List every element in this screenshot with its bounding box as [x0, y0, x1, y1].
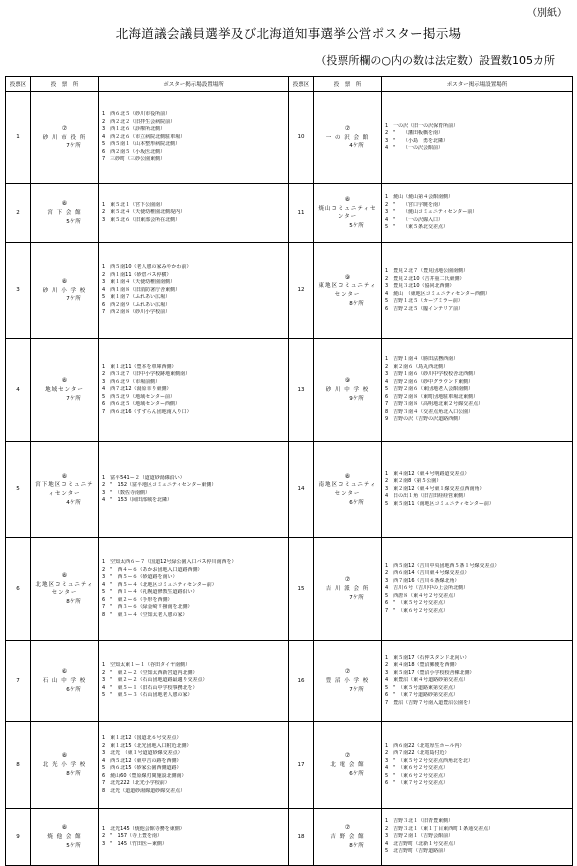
location-item: 5 " 東５ー３（石山団地老人憩の家）: [102, 692, 193, 699]
board-count: 8ケ所: [66, 770, 81, 777]
poster-locations: [382, 722, 573, 809]
location-item: 1 豊見２北７（豊見団地公園南側）: [385, 268, 469, 274]
location-item: 3 東５北６（旧東部会所在北側）: [102, 216, 181, 223]
board-count: 6ケ所: [66, 686, 81, 693]
legal-count-badge: ⑦: [344, 576, 351, 584]
attachment-note: （別紙）: [527, 8, 567, 19]
location-item: 5 西５南１（山本整形病院北側）: [102, 141, 181, 148]
location-item: 1 焼山（焼山第４会館南側）: [385, 194, 454, 201]
polling-place-name: 一 の 沢 会 館: [325, 134, 370, 141]
legal-count-badge: ⑧: [61, 752, 68, 760]
board-count: 7ケ所: [66, 143, 81, 150]
legal-count-badge: ⑧: [61, 472, 68, 480]
district-number: 16: [289, 641, 314, 722]
board-count: 4ケ所: [66, 499, 81, 506]
legal-count-badge: ⑧: [61, 824, 68, 832]
column-header: 投 票 所: [31, 77, 99, 92]
poster-locations: [382, 243, 573, 339]
location-item: 2 " 157（寺上豊を南）: [102, 833, 163, 840]
location-item: 1 西５南12（吉川中央団地西５条１号線交差点）: [385, 562, 500, 569]
location-item: 5 西６北15（砂家公園西側道路）: [102, 765, 182, 771]
location-item: 2 西２北２（旧拝生会病院前）: [102, 118, 176, 125]
location-item: 2 " 152（富平地区コミュニティセンター東側）: [102, 482, 217, 488]
polling-place: [314, 722, 382, 809]
poster-locations: [99, 538, 289, 641]
board-count: 6ケ所: [349, 499, 364, 506]
location-item: 5 " （東５条北交差点）: [385, 224, 448, 231]
polling-place-name: 焼山コミュニティセンター: [318, 205, 377, 221]
board-count: 9ケ所: [349, 395, 364, 402]
location-item: 1 空知太東１ー１（谷田タイヤ南側）: [102, 662, 191, 669]
board-count: 4ケ所: [349, 143, 364, 150]
polling-place-name: 焼 他 会 館: [47, 834, 82, 840]
location-item: 7 " 西３ー６（緑金崎リ撥南を北側）: [102, 604, 193, 610]
location-item: 8 北光（道道砂湯線道砂線交差点）: [102, 787, 186, 794]
location-item: 6 " （東７号道路砂第交差点）: [385, 692, 458, 699]
location-item: 4 " 153（岡田部城を北隣）: [102, 497, 173, 503]
location-item: 6 " 東２ー６（手形を西側）: [102, 596, 173, 603]
polling-place: [31, 641, 99, 722]
legal-count-badge: ⑧: [61, 277, 68, 285]
location-item: 1 北光145（焼他会館寺務を東側）: [102, 825, 185, 832]
poster-locations: [99, 184, 289, 243]
page-title: 北海道議会議員選挙及び北海道知事選挙公営ポスター掲示場: [115, 26, 462, 41]
polling-place-name: 東地区コミュニティセンター: [318, 283, 377, 298]
board-count: 7ケ所: [66, 296, 81, 303]
page-subtitle: （投票所欄の○内の数は法定数）設置数105カ所: [315, 54, 555, 67]
location-item: 2 西７南22（北電島付近）: [385, 750, 450, 756]
location-item: 2 吉野３北１（東１丁目東西町１条通交差点）: [385, 825, 494, 832]
location-item: 2 西１南11（砂倉バス停横）: [102, 271, 172, 278]
board-count: 8ケ所: [349, 842, 364, 849]
location-item: 5 西唐８（東４号２号交差点）: [385, 592, 459, 599]
location-item: 6 西６北５（地域センター西側）: [102, 401, 180, 408]
table-header-row: [6, 77, 573, 92]
location-item: 4 日の出１角（旧吉田経経営東側）: [385, 493, 469, 500]
location-item: 3 東１南４（天使幼稚園南側）: [102, 279, 176, 286]
legal-count-badge: ⑧: [61, 200, 68, 208]
location-item: 3 " （焼山コミュニティセンター前）: [385, 209, 478, 216]
polling-place-name: 豊 沼 小 学 校: [325, 678, 370, 684]
polling-place: [31, 184, 99, 243]
polling-place-name: 北 電 会 館: [330, 762, 365, 768]
location-item: 6 吉野２南８（東町団地駐車場北東側）: [385, 393, 479, 400]
district-number: 11: [289, 184, 314, 243]
location-item: 3 吉野１南６（砂川中学校校舎北西側）: [385, 371, 479, 378]
location-item: 3 " （数佐寺南側）: [102, 489, 150, 496]
poster-locations: [382, 641, 573, 722]
location-item: 3 東５南17（豊沼小学校校舎棟北側）: [385, 669, 475, 676]
location-item: 4 西２北６（市立病院北側駐車場）: [102, 133, 186, 140]
district-number: 7: [6, 641, 31, 722]
polling-place: [314, 339, 382, 442]
table-row: [6, 339, 573, 442]
polling-place: [31, 339, 99, 442]
polling-place: [31, 722, 99, 809]
polling-place: [314, 538, 382, 641]
location-item: 1 富平541ー２（道道砂湯線沿い）: [102, 474, 185, 481]
location-item: 4 北吉野町（北新１号交差点）: [385, 840, 459, 847]
location-item: 4 西５北12（東中吉の跡を西側）: [102, 757, 182, 764]
location-item: 4 西１南８（旧消防署庁舎東側）: [102, 286, 181, 293]
polling-place-name: 砂 川 小 学 校: [42, 287, 87, 294]
polling-place: [31, 538, 99, 641]
location-item: 5 東１南７（ふれあい広場）: [102, 294, 171, 301]
location-item: 2 " （藩田板橋を南）: [385, 130, 443, 136]
poster-locations: [99, 641, 289, 722]
district-number: 3: [6, 243, 31, 339]
location-item: 2 " （宮口宇暁を南）: [385, 201, 443, 208]
table-row: [6, 442, 573, 538]
table-row: [6, 184, 573, 243]
location-item: 1 西６北５（砂川市役所前）: [102, 111, 171, 118]
district-number: 12: [289, 243, 314, 339]
polling-place: [31, 243, 99, 339]
poster-locations: [99, 243, 289, 339]
polling-place-name: 北 光 小 学 校: [42, 762, 87, 768]
location-item: 5 " （東６号２号交差点）: [385, 772, 448, 779]
location-item: 5 吉野２南６（東団地老人会館南側）: [385, 386, 474, 393]
location-item: 4 西７北12（湯原幸り東側）: [102, 386, 172, 393]
legal-count-badge: ⑧: [344, 472, 351, 480]
location-item: 2 東２南６（鳥丸西北側）: [385, 363, 449, 370]
polling-place-name: 吉 川 派 会 所: [325, 586, 370, 592]
location-item: 3 西１北６（診療所北側）: [102, 126, 166, 133]
location-item: 3 " 東２ー２（石山団地道路最適り交差点）: [102, 677, 208, 684]
location-item: 4 " 西５ー４（北地区コミュニティセンター前）: [102, 581, 217, 588]
poster-locations: [99, 722, 289, 809]
location-item: 4 吉野２南６（砂中グラウンド東側）: [385, 378, 474, 385]
location-item: 1 東５南17（石仲スタンド北向い）: [385, 654, 470, 661]
polling-place: [314, 243, 382, 339]
district-number: 10: [289, 92, 314, 184]
legal-count-badge: ⑨: [344, 377, 351, 385]
location-item: 3 北光 （東１号道道砂線交差点）: [102, 750, 183, 756]
location-item: 3 西６北９（市場前側）: [102, 378, 161, 385]
polling-place: [314, 92, 382, 184]
legal-count-badge: ⑦: [344, 824, 351, 832]
location-item: 1 吉野１南４（勝田法務西南）: [385, 356, 459, 363]
location-item: 4 吉川６号（吉川中の上会所北側）: [385, 585, 469, 592]
location-item: 4 " （一の沢会館前）: [385, 145, 443, 151]
location-item: 5 東５南11（南地区コミュニティセンター前）: [385, 500, 494, 507]
location-item: 6 西２南５（小坂医北側）: [102, 148, 166, 155]
location-item: 7 吉野３南８（高明地北東２号線交差点）: [385, 401, 484, 408]
board-count: 8ケ所: [349, 300, 364, 307]
location-item: 1 西５南10（老人憩の家みやかわ前）: [102, 264, 192, 271]
location-item: 6 " （東７号２号交差点）: [385, 780, 448, 786]
location-item: 2 西３北７（旧中小学校跡地東側南）: [102, 371, 191, 378]
polling-place-name: 地域センター: [45, 387, 84, 393]
district-number: 2: [6, 184, 31, 243]
location-item: 4 焼山 （東地区コミュニティセンター西側）: [385, 290, 490, 297]
column-header: 投票区: [289, 77, 314, 92]
location-item: 3 西７南16（吉川６条線北角）: [385, 577, 460, 584]
location-item: 1 一の沢（旧一の沢保育所前）: [385, 122, 459, 129]
board-count: 5ケ所: [349, 223, 364, 230]
location-item: 4 東豊沼（東４号道路砂第交差点）: [385, 677, 469, 684]
location-item: 7 西６北16（すずらん団地南入り口）: [102, 408, 192, 415]
polling-place: [314, 641, 382, 722]
district-number: 15: [289, 538, 314, 641]
location-item: 5 西５北９（地域センター前）: [102, 393, 175, 400]
location-item: 1 東１北11（豊本を車庫西側）: [102, 363, 177, 370]
location-item: 6 吉野２北５（臨インテリア前）: [385, 305, 464, 312]
location-item: 8 " 東３ー４（空知太老人憩の家）: [102, 611, 188, 618]
polling-place: [31, 442, 99, 538]
poster-locations: [382, 339, 573, 442]
table-row: [6, 538, 573, 641]
location-item: 2 " 西４ー６（あかお団地入口道路西側）: [102, 566, 203, 573]
location-item: 1 東１北12（国道北６号交差点）: [102, 735, 182, 741]
legal-count-badge: ⑧: [61, 377, 68, 385]
board-count: 7ケ所: [349, 686, 364, 693]
location-item: 3 東２南12（東４号東１線交差点西南角）: [385, 485, 485, 492]
poster-board-table: [5, 76, 573, 866]
location-item: 1 西６南22（北電厚生ホール内）: [385, 742, 465, 749]
location-item: 1 空知太西６ー７（国道12号緑公園入口バス停川南西を）: [102, 559, 237, 565]
location-item: 2 豊見２北10（吉井重二氏東側）: [385, 275, 465, 282]
column-header: ポスター掲示場設置場所: [382, 77, 573, 92]
legal-count-badge: ⑧: [61, 572, 68, 579]
location-item: 3 吉野２南１（吉野会館前）: [385, 833, 454, 840]
poster-locations: [382, 442, 573, 538]
table-row: [6, 243, 573, 339]
table-row: [6, 641, 573, 722]
legal-count-badge: ⑨: [344, 273, 351, 281]
poster-locations: [382, 538, 573, 641]
location-item: 7 北光222（北光小学校前）: [102, 780, 170, 786]
polling-place-name: 宮下地区コミュニティセンター: [35, 482, 94, 497]
district-number: 6: [6, 538, 31, 641]
polling-place-name: 石 山 中 学 校: [42, 678, 87, 684]
legal-count-badge: ⑦: [344, 124, 351, 132]
poster-locations: [382, 184, 573, 243]
location-item: 6 西２南９（ふれあい広場）: [102, 301, 171, 308]
location-item: 1 東５北１（宮下公園南）: [102, 201, 166, 208]
location-item: 7 " （東６号２号交差点）: [385, 607, 448, 614]
legal-count-badge: ⑥: [61, 668, 68, 676]
location-item: 4 " 東５ー１（旧石山中学校事務北を）: [102, 684, 198, 691]
location-item: 2 東４南18（豊沼郵便を西側）: [385, 662, 460, 669]
location-item: 7 豊沼（吉野７号南入道豊沼公園を）: [385, 699, 474, 706]
table-row: [6, 722, 573, 809]
location-item: 2 東５北４（天使幼稚園北側堤内）: [102, 209, 186, 216]
legal-count-badge: ⑦: [344, 752, 351, 760]
district-number: 5: [6, 442, 31, 538]
polling-place-name: 吉 野 会 館: [330, 834, 365, 840]
legal-count-badge: ⑦: [344, 668, 351, 676]
location-item: 6 焼山60（豊原線刃間施設北側南）: [102, 772, 187, 779]
poster-locations: [382, 809, 573, 866]
district-number: 9: [6, 809, 31, 866]
poster-locations: [99, 339, 289, 442]
board-count: 6ケ所: [349, 770, 364, 777]
poster-locations: [99, 92, 289, 184]
poster-locations: [382, 92, 573, 184]
location-item: 2 東１北15（北光団地入口附近北側）: [102, 742, 192, 749]
location-item: 3 豊見３北10（協同北西側）: [385, 283, 455, 289]
district-number: 17: [289, 722, 314, 809]
polling-place: [314, 184, 382, 243]
polling-place-name: 宮 下 会 館: [47, 210, 82, 216]
location-item: 1 吉野３北１（旧青豊東側）: [385, 818, 454, 825]
location-item: 4 " （東６号２号交差点）: [385, 765, 448, 771]
board-count: 5ケ所: [66, 218, 81, 225]
location-item: 3 " （小島 勇を北隣）: [385, 137, 448, 144]
board-count: 7ケ所: [66, 395, 81, 402]
location-item: 5 北吉野町（吉野道路前）: [385, 848, 449, 855]
poster-locations: [99, 442, 289, 538]
polling-place-name: 砂 川 市 役 所: [42, 134, 87, 141]
location-item: 5 " 西１ー４（礼幌道修教生道路沿い）: [102, 589, 198, 595]
district-number: 13: [289, 339, 314, 442]
legal-count-badge: ⑧: [344, 196, 351, 203]
board-count: 7ケ所: [349, 594, 364, 601]
polling-place-name: 南地区コミュニティセンター: [318, 482, 377, 497]
polling-place: [314, 442, 382, 538]
location-item: 5 " （東５号道路東第交差点）: [385, 684, 458, 691]
location-item: 2 東２南8（第５公園）: [385, 478, 442, 485]
location-item: 3 " （東５号２号交差点西角北を北）: [385, 757, 473, 764]
location-item: 8 吉野３南４（交差点角北入口公園）: [385, 408, 474, 415]
polling-place: [31, 809, 99, 866]
polling-place: [31, 92, 99, 184]
board-count: 8ケ所: [66, 599, 81, 606]
location-item: 3 " 西５ー６（砂道路を南い）: [102, 574, 178, 580]
district-number: 8: [6, 722, 31, 809]
polling-place-name: 砂 川 中 学 校: [325, 387, 370, 393]
polling-place: [314, 809, 382, 866]
legal-count-badge: ⑦: [61, 124, 68, 132]
district-number: 4: [6, 339, 31, 442]
location-item: 7 西２南８（砂川小学校前）: [102, 309, 171, 316]
location-item: 3 " 145（竹田医ー東側）: [102, 840, 168, 847]
column-header: 投 票 所: [314, 77, 382, 92]
poster-locations: [99, 809, 289, 866]
location-item: 4 " （一の沢線入口）: [385, 216, 443, 223]
column-header: 投票区: [6, 77, 31, 92]
location-item: 5 吉野１北５（カーブミラー前）: [385, 298, 463, 304]
table-row: [6, 809, 573, 866]
polling-place-name: 北地区コミュニティセンター: [35, 581, 94, 597]
board-count: 5ケ所: [66, 842, 81, 849]
location-item: 2 西６南14（吉川東４号線交差点）: [385, 570, 470, 577]
district-number: 1: [6, 92, 31, 184]
column-header: ポスター掲示場設置場所: [99, 77, 289, 92]
table-row: [6, 92, 573, 184]
location-item: 1 東４南12（東４号明路道交差点）: [385, 470, 470, 477]
district-number: 18: [289, 809, 314, 866]
district-number: 14: [289, 442, 314, 538]
location-item: 7 三砂町（三砂公園東側）: [102, 156, 166, 163]
location-item: 2 " 東２ー２（空知太西新宮道内北側）: [102, 669, 198, 676]
location-item: 9 吉野の沢（吉野の沢道路西側）: [385, 416, 464, 423]
location-item: 6 " （東５号２号交差点）: [385, 600, 448, 607]
